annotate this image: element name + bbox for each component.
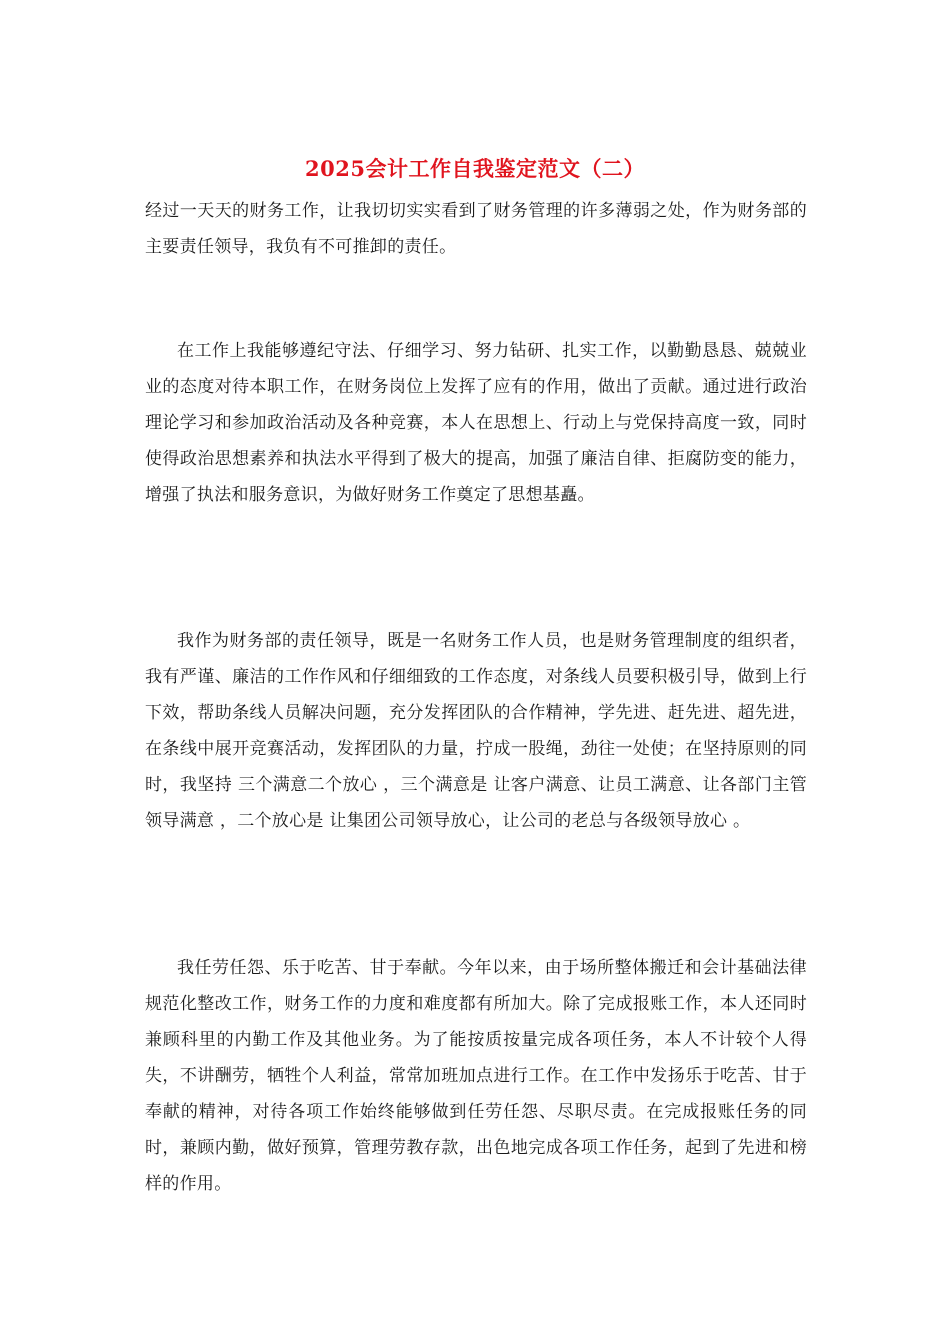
document-title: 2025会计工作自我鉴定范文（二） bbox=[305, 156, 645, 181]
paragraph-3: 我作为财务部的责任领导，既是一名财务工作人员，也是财务管理制度的组织者，我有严谨、廉洁的工作作风和仔细细致的工作态度，对条线人员要积极引导，做到上行下效，帮助条线人员解决问题，充分发挥团队的合作精神，学先进、赶先进、超先进，在条线中展开竞赛活动，发挥团队的力量，拧成一股绳，劲往一处使；在坚持原则的同时，我坚持 三个满意二个放心 ，三个满意是 让客户满意、让员工满意、让各部门主管领导满意 ，二个放心是 让集团公司领导放心，让公司的老总与各级领导放心 。 bbox=[145, 631, 807, 831]
paragraph-1: 经过一天天的财务工作，让我切切实实看到了财务管理的许多薄弱之处，作为财务部的主要责任领导，我负有不可推卸的责任。 bbox=[145, 201, 807, 257]
paragraph-4: 我任劳任怨、乐于吃苦、甘于奉献。今年以来，由于场所整体搬迁和会计基础法律规范化整改工作，财务工作的力度和难度都有所加大。除了完成报账工作，本人还同时兼顾科里的内勤工作及其他业务。为了能按质按量完成各项任务，本人不计较个人得失，不讲酬劳，牺牲个人利益，常常加班加点进行工作。在工作中发扬乐于吃苦、甘于奉献的精神，对待各项工作始终能够做到任劳任怨、尽职尽责。在完成报账任务的同时，兼顾内勤，做好预算，管理劳教存款，出色地完成各项工作任务，起到了先进和榜样的作用。 bbox=[145, 958, 807, 1194]
paragraph-2: 在工作上我能够遵纪守法、仔细学习、努力钻研、扎实工作，以勤勤恳恳、兢兢业业的态度对待本职工作，在财务岗位上发挥了应有的作用，做出了贡献。通过进行政治理论学习和参加政治活动及各种竞赛，本人在思想上、行动上与党保持高度一致，同时使得政治思想素养和执法水平得到了极大的提高，加强了廉洁自律、拒腐防变的能力，增强了执法和服务意识，为做好财务工作奠定了思想基矗。 bbox=[145, 341, 807, 505]
